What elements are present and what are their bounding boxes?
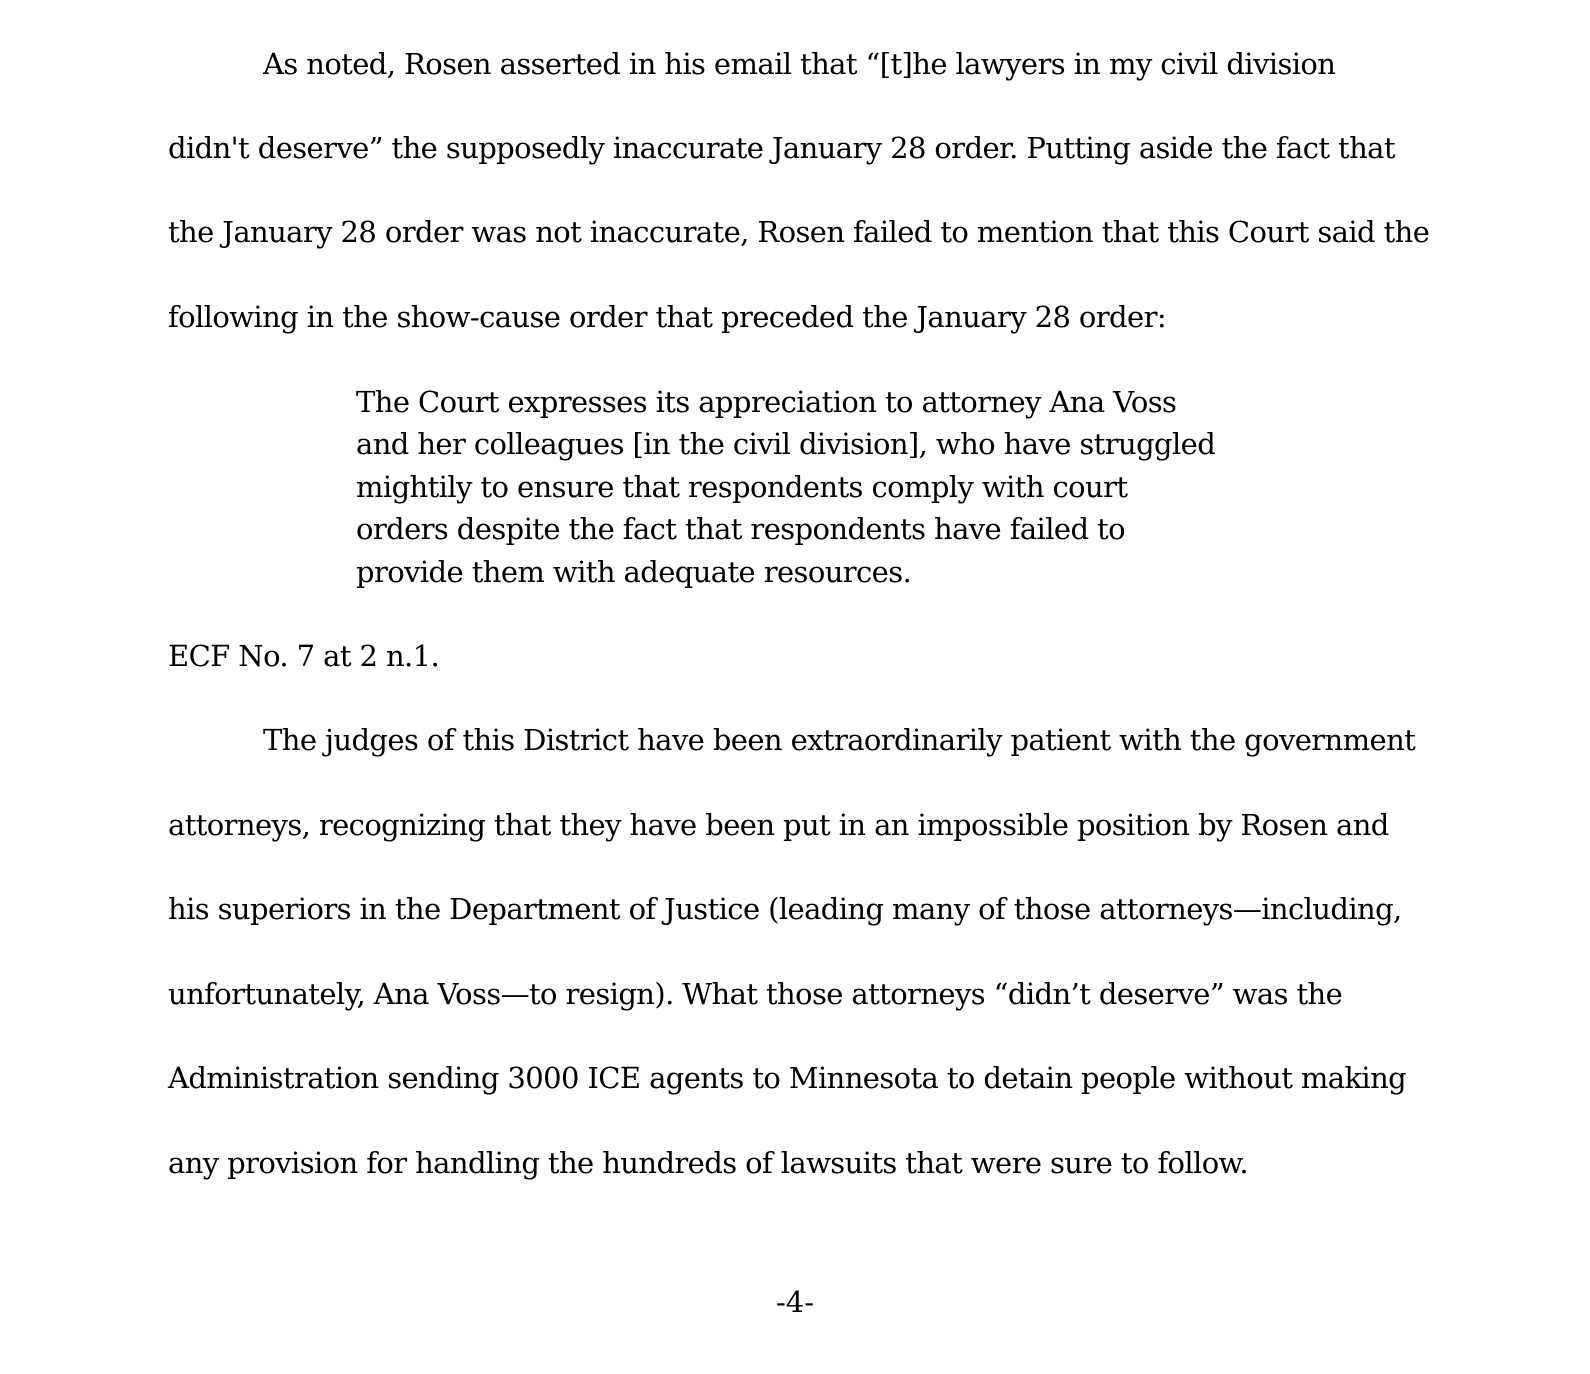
block-quote [356,381,1215,593]
quote-line: mightily to ensure that respondents comply with court [356,469,1128,504]
page-number: -4- [775,1285,815,1319]
citation: ECF No. 7 at 2 n.1. [168,639,440,673]
paragraph-line: following in the show-cause order that preceded the January 28 order: [168,300,1167,334]
paragraph-line: didn't deserve” the supposedly inaccurate January 28 order. Putting aside the fact that [168,131,1395,165]
quote-line: The Court expresses its appreciation to attorney Ana Voss [356,385,1177,419]
quote-line: orders despite the fact that respondents have failed to [356,512,1125,547]
paragraph-line: unfortunately, Ana Voss—to resign). What those attorneys “didn’t deserve” was the [168,977,1343,1011]
paragraph-line: The judges of this District have been extraordinarily patient with the government [263,723,1416,757]
paragraph-line: As noted, Rosen asserted in his email that “[t]he lawyers in my civil division [263,47,1336,81]
paragraph-line: attorneys, recognizing that they have been put in an impossible position by Rosen and [168,808,1389,842]
paragraph-line: Administration sending 3000 ICE agents to Minnesota to detain people without making [168,1061,1407,1095]
paragraph-line: his superiors in the Department of Justice (leading many of those attorneys—including, [168,892,1402,926]
paragraph-line: the January 28 order was not inaccurate, Rosen failed to mention that this Court said the [168,215,1430,249]
paragraph-line: any provision for handling the hundreds of lawsuits that were sure to follow. [168,1146,1248,1180]
quote-line: and her colleagues [in the civil division], who have struggled [356,427,1216,462]
quote-line: provide them with adequate resources. [356,554,912,589]
